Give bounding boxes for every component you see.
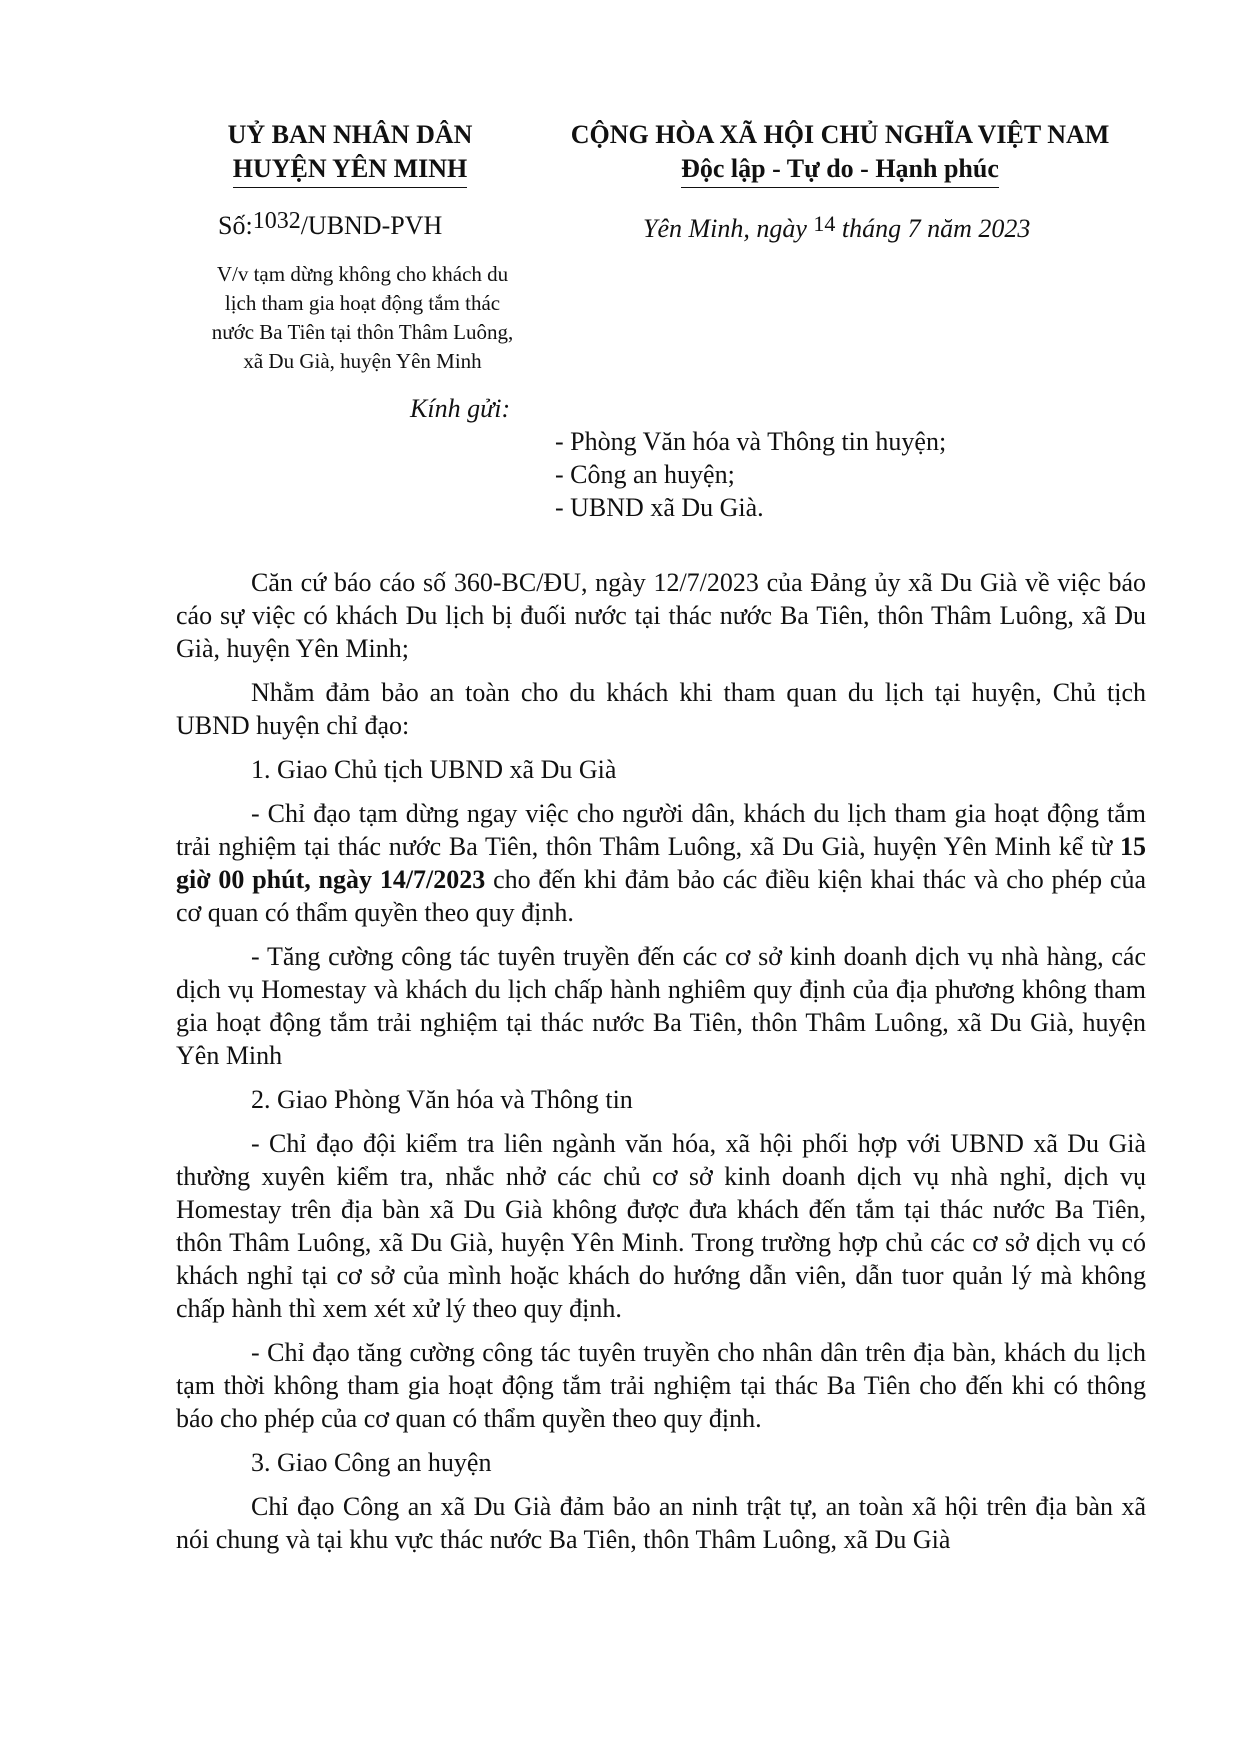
national-title-line-1: CỘNG HÒA XÃ HỘI CHỦ NGHĨA VIỆT NAM xyxy=(570,120,1110,149)
subject-line: lịch tham gia hoạt động tắm thác xyxy=(224,291,501,315)
section-heading: 3. Giao Công an huyện xyxy=(251,1448,492,1477)
body-text-run: cho đến khi đảm bảo các điều kiện khai thác và cho phép của cơ quan có thẩm quyền theo quy định. xyxy=(176,865,1146,927)
subject-line: nước Ba Tiên tại thôn Thâm Luông, xyxy=(211,320,514,344)
salutation-label: Kính gửi: xyxy=(410,394,511,423)
doc-number-value: 1032 xyxy=(252,208,301,234)
national-motto: Độc lập - Tự do - Hạnh phúc xyxy=(681,152,999,188)
national-title xyxy=(540,118,1140,188)
document-subject xyxy=(175,260,550,376)
doc-date-place: Yên Minh, ngày xyxy=(643,214,814,243)
section-heading: 2. Giao Phòng Văn hóa và Thông tin xyxy=(251,1085,633,1114)
authority-line-2: HUYỆN YÊN MINH xyxy=(233,152,467,188)
body-paragraph: - Tăng cường công tác tuyên truyền đến các cơ sở kinh doanh dịch vụ nhà hàng, các dịch vụ Homestay và khách du lịch chấp hành nghiêm quy định của địa phương không tham gia hoạt động tắm trải nghiệm tại thác nước Ba Tiên, thôn Thâm Luông, xã Du Già, huyện Yên Minh xyxy=(176,942,1146,1070)
doc-date-rest: tháng 7 năm 2023 xyxy=(835,214,1031,243)
body-text-run: - Chỉ đạo tạm dừng ngay việc cho người dân, khách du lịch tham gia hoạt động tắm trải nghiệm tại thác nước Ba Tiên, thôn Thâm Luông, xã Du Già, huyện Yên Minh kể từ xyxy=(176,799,1146,861)
authority-line-1: UỶ BAN NHÂN DÂN xyxy=(227,120,473,149)
recipient-item: - UBND xã Du Già. xyxy=(555,493,764,522)
document-date xyxy=(643,211,1031,244)
doc-number-prefix: Số: xyxy=(218,211,253,240)
doc-number-suffix: /UBND-PVH xyxy=(300,211,443,240)
body-paragraph xyxy=(176,797,1146,929)
body-paragraph: Căn cứ báo cáo số 360-BC/ĐU, ngày 12/7/2023 của Đảng ủy xã Du Già về việc báo cáo sự việc có khách Du lịch bị đuối nước tại thác nước Ba Tiên, thôn Thâm Luông, xã Du Già, huyện Yên Minh; xyxy=(176,568,1146,663)
document-number xyxy=(218,208,443,241)
recipient-item: - Phòng Văn hóa và Thông tin huyện; xyxy=(555,427,947,456)
body-paragraph: Chỉ đạo Công an xã Du Già đảm bảo an ninh trật tự, an toàn xã hội trên địa bàn xã nói chung và tại khu vực thác nước Ba Tiên, thôn Thâm Luông, xã Du Già xyxy=(176,1492,1146,1554)
subject-line: xã Du Già, huyện Yên Minh xyxy=(243,349,482,373)
body-paragraph: - Chỉ đạo đội kiểm tra liên ngành văn hóa, xã hội phối hợp với UBND xã Du Già thường xuyên kiểm tra, nhắc nhở các chủ cơ sở kinh doanh dịch vụ nhà nghỉ, dịch vụ Homestay trên địa bàn xã Du Già không được đưa khách đến tắm tại thác nước Ba Tiên, thôn Thâm Luông, xã Du Già, huyện Yên Minh. Trong trường hợp chủ các cơ sở dịch vụ có khách nghỉ tại cơ sở của mình hoặc khách do hướng dẫn viên, dẫn tuor quản lý mà không chấp hành thì xem xét xử lý theo quy định. xyxy=(176,1129,1146,1323)
recipient-list xyxy=(555,425,946,524)
doc-date-day: 14 xyxy=(813,211,836,236)
body-paragraph: - Chỉ đạo tăng cường công tác tuyên truyền cho nhân dân trên địa bàn, khách du lịch tạm thời không tham gia hoạt động tắm trải nghiệm tại thác Ba Tiên cho đến khi có thông báo cho phép của cơ quan có thẩm quyền theo quy định. xyxy=(176,1338,1146,1433)
body-paragraph: Nhằm đảm bảo an toàn cho du khách khi tham quan du lịch tại huyện, Chủ tịch UBND huyện chỉ đạo: xyxy=(176,678,1146,740)
section-heading: 1. Giao Chủ tịch UBND xã Du Già xyxy=(251,755,617,784)
issuing-authority xyxy=(200,118,500,188)
body-bold-deadline: 15 giờ 00 phút, ngày 14/7/2023 xyxy=(176,832,1146,894)
recipient-item: - Công an huyện; xyxy=(555,460,735,489)
subject-line: V/v tạm dừng không cho khách du xyxy=(216,262,509,286)
document-body xyxy=(176,566,1146,1567)
